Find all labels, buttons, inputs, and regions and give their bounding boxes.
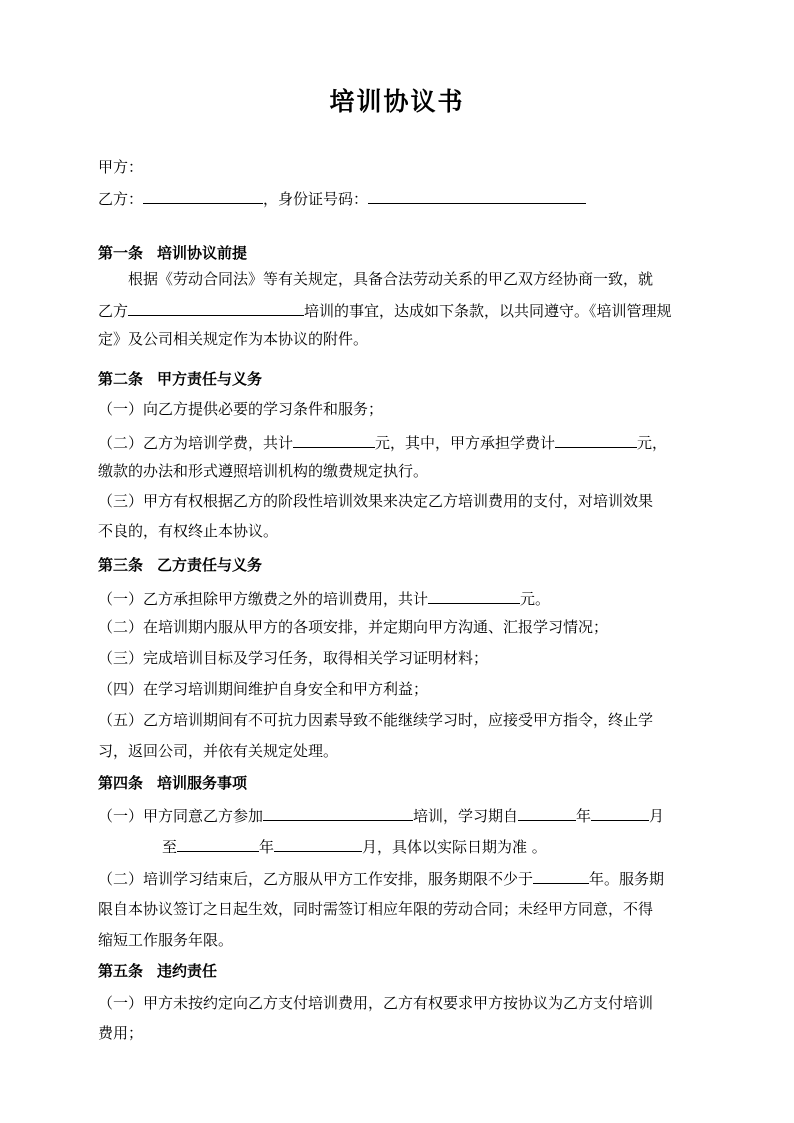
article-2-item-1: （一）向乙方提供必要的学习条件和服务；: [98, 400, 384, 418]
party-a-line: [98, 156, 698, 178]
article-2-item-3-cont: 不良的，有权终止本协议。: [98, 522, 279, 540]
article-4-item-2-text-a: （二）培训学习结束后，乙方服从甲方工作安排，服务期限不少于: [98, 870, 534, 888]
party-a-fee-blank[interactable]: [555, 430, 637, 448]
article-2-heading: [98, 368, 698, 390]
article-3-item-1: [98, 586, 698, 608]
article-4-item-2: [98, 866, 698, 888]
start-year-blank[interactable]: [518, 803, 576, 821]
year-label-2: 年: [259, 838, 275, 856]
article-4-item-1-cont: [162, 834, 762, 856]
article-3-item-2: （二）在培训期内服从甲方的各项安排，并定期向甲方沟通、汇报学习情况；: [98, 618, 609, 636]
article-5-item-1: （一）甲方未按约定向乙方支付培训费用，乙方有权要求甲方按协议为乙方支付培训: [98, 994, 654, 1012]
article-5-number: 第五条: [98, 962, 144, 980]
article-4-number: 第四条: [98, 774, 144, 792]
article-2-item-2-text-a: （二）乙方为培训学费，共计: [98, 434, 294, 452]
party-b-line: [98, 186, 698, 208]
end-month-blank[interactable]: [274, 834, 362, 852]
article-2-item-3: （三）甲方有权根据乙方的阶段性培训效果来决定乙方培训费用的支付，对培训效果: [98, 492, 654, 510]
service-years-blank[interactable]: [533, 866, 589, 884]
article-3-number: 第三条: [98, 556, 144, 574]
article-4-item-2-cont-2: 缩短工作服务年限。: [98, 931, 234, 949]
article-4-item-1-text-g: 月，具体以实际日期为准 。: [362, 838, 547, 856]
article-1-line-2: [98, 298, 698, 320]
article-1-text-b: 培训的事宜，达成如下条款，以共同遵守。《培训管理规: [304, 302, 672, 320]
article-3-heading: [98, 554, 698, 576]
party-a-label: 甲方：: [98, 158, 144, 176]
training-course-blank[interactable]: [263, 803, 413, 821]
article-1-line-1: 根据《劳动合同法》等有关规定，具备合法劳动关系的甲乙双方经协商一致，就: [128, 270, 654, 288]
start-month-blank[interactable]: [591, 803, 649, 821]
article-3-item-1-text-b: 元。: [520, 590, 551, 608]
end-year-blank[interactable]: [177, 834, 259, 852]
id-number-label: ，身份证号码：: [263, 190, 369, 208]
article-1-title: 培训协议前提: [157, 244, 248, 262]
id-number-blank[interactable]: [368, 186, 586, 204]
article-3-item-4: （四）在学习培训期间维护自身安全和甲方利益；: [98, 680, 429, 698]
article-5-item-1-cont: 费用；: [98, 1024, 144, 1042]
article-3-item-3: （三）完成培训目标及学习任务，取得相关学习证明材料；: [98, 649, 489, 667]
year-label-1: 年: [576, 807, 592, 825]
article-4-item-1: [98, 803, 698, 825]
article-5-heading: [98, 960, 698, 982]
article-4-item-1-text-a: （一）甲方同意乙方参加: [98, 807, 264, 825]
article-2-number: 第二条: [98, 370, 144, 388]
total-fee-blank[interactable]: [293, 430, 375, 448]
article-5-title: 违约责任: [157, 962, 218, 980]
article-4-heading: [98, 772, 698, 794]
article-1-line-3: 定》及公司相关规定作为本协议的附件。: [98, 330, 369, 348]
article-3-item-5: （五）乙方培训期间有不可抗力因素导致不能继续学习时，应接受甲方指令，终止学: [98, 711, 654, 729]
party-b-fee-blank[interactable]: [428, 586, 520, 604]
article-2-item-2-text-b: 元，其中，甲方承担学费计: [375, 434, 556, 452]
article-4-item-2-cont-1: 限自本协议签订之日起生效，同时需签订相应年限的劳动合同；未经甲方同意，不得: [98, 900, 654, 918]
article-2-item-2-text-c: 元，: [637, 434, 668, 452]
article-3-item-1-text-a: （一）乙方承担除甲方缴费之外的培训费用，共计: [98, 590, 429, 608]
month-label-1: 月: [649, 807, 665, 825]
article-1-number: 第一条: [98, 244, 144, 262]
article-4-item-2-text-b: 年。服务期: [589, 870, 665, 888]
article-2-item-2-cont: 缴款的办法和形式遵照培训机构的缴费规定执行。: [98, 462, 429, 480]
article-1-heading: [98, 242, 698, 264]
article-4-title: 培训服务事项: [157, 774, 248, 792]
article-3-title: 乙方责任与义务: [157, 556, 263, 574]
training-subject-blank[interactable]: [128, 298, 304, 316]
document-title: 培训协议书: [329, 87, 465, 116]
party-b-name-blank[interactable]: [143, 186, 263, 204]
article-1-text-a: 乙方: [98, 302, 129, 320]
article-2-item-2: [98, 430, 698, 452]
article-3-item-5-cont: 习，返回公司，并依有关规定处理。: [98, 742, 339, 760]
party-b-label: 乙方：: [98, 190, 144, 208]
article-2-title: 甲方责任与义务: [157, 370, 263, 388]
to-label: 至: [162, 838, 178, 856]
article-4-item-1-text-b: 培训，学习期自: [413, 807, 519, 825]
